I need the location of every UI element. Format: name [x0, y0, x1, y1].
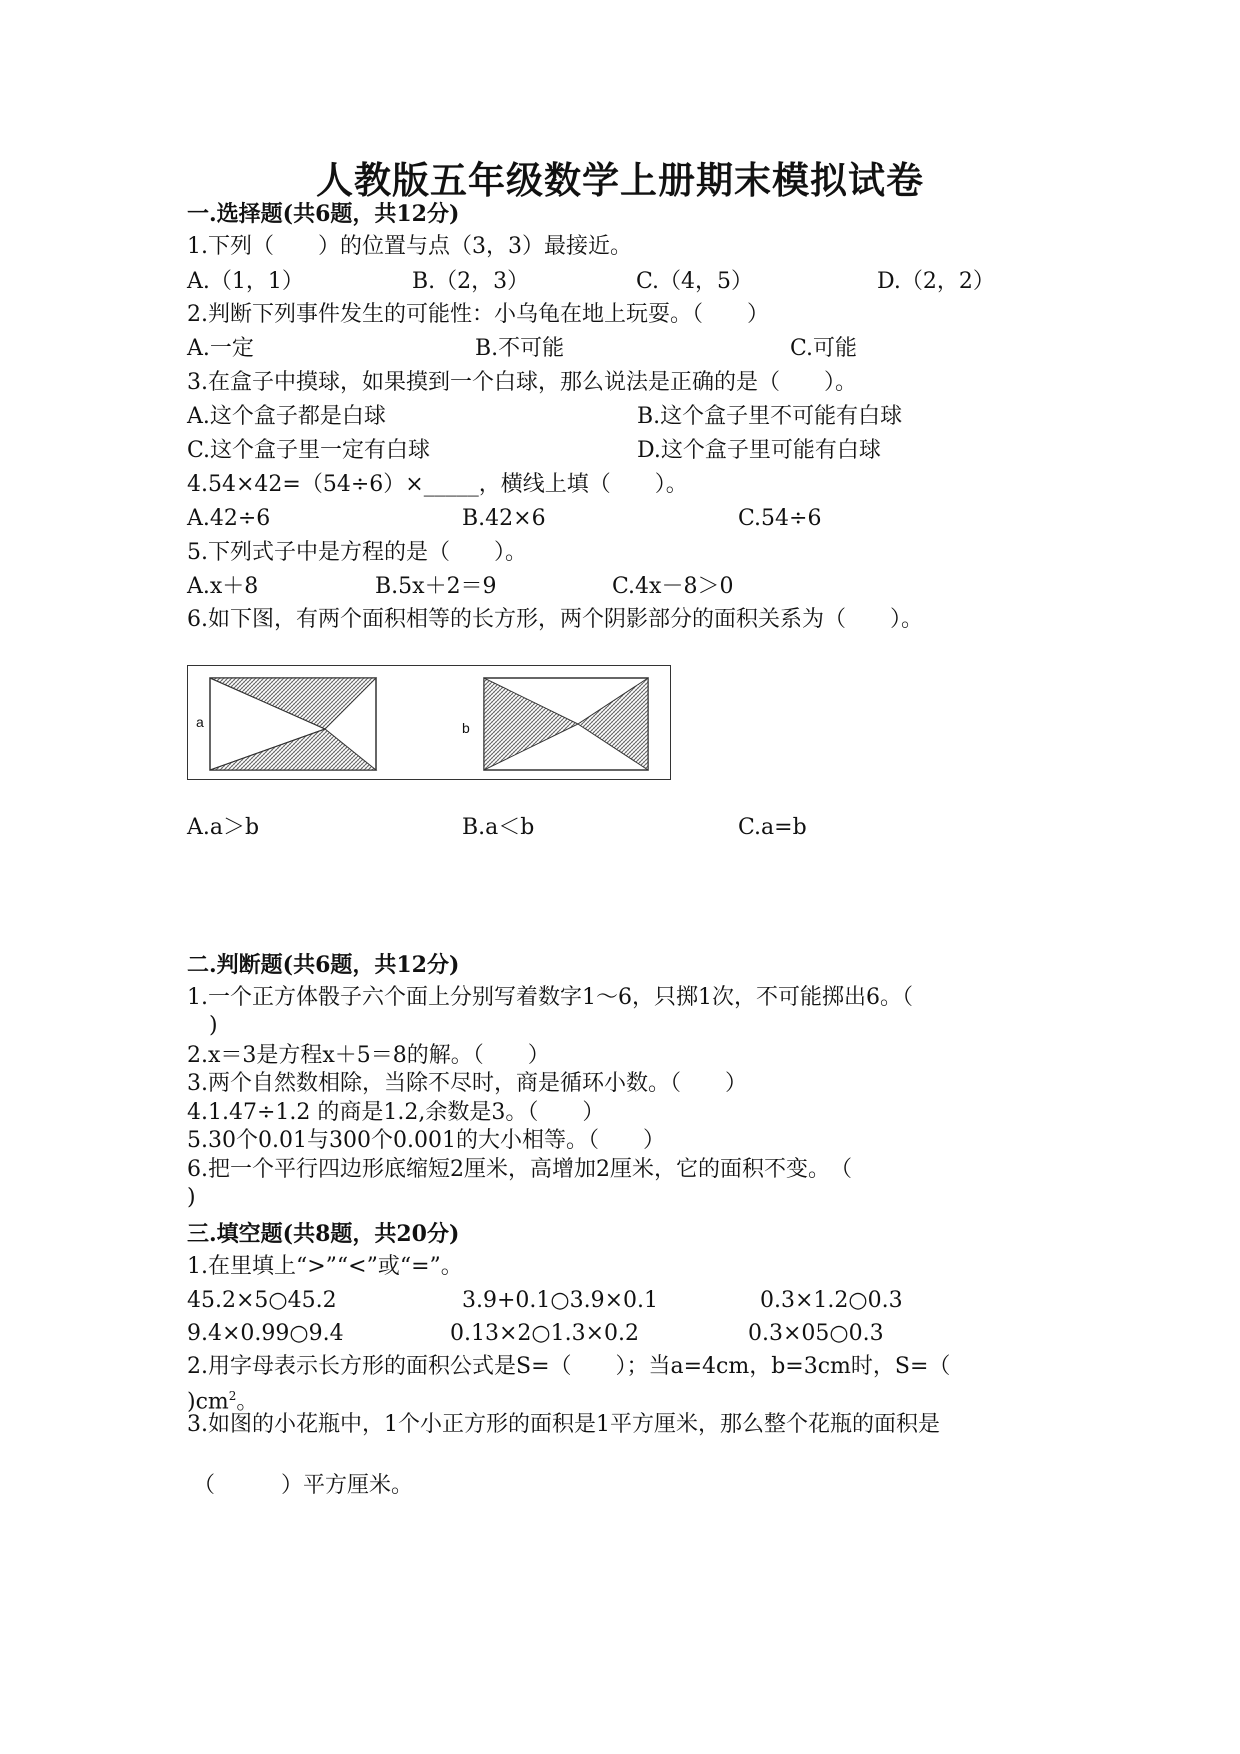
q2-option-a: A.一定 — [187, 336, 254, 361]
section1-heading: 一.选择题(共6题，共12分) — [187, 201, 460, 227]
q6-figure — [187, 665, 671, 780]
compare-5: 0.13×2○1.3×0.2 — [450, 1321, 640, 1346]
compare-3: 0.3×1.2○0.3 — [760, 1288, 903, 1313]
fill-q3-line1: 3.如图的小花瓶中，1个小正方形的面积是1平方厘米，那么整个花瓶的面积是 — [187, 1412, 940, 1437]
label-a: a — [196, 714, 204, 730]
q6-option-a: A.a＞b — [187, 815, 260, 840]
q1-option-a: A.（1，1） — [187, 269, 304, 294]
page-title: 人教版五年级数学上册期末模拟试卷 — [316, 158, 924, 202]
judge-item-5: 5.30个0.01与300个0.001的大小相等。（ ） — [187, 1128, 665, 1153]
q4-option-a: A.42÷6 — [187, 506, 271, 531]
fill-q3-line2: （ ）平方厘米。 — [193, 1473, 414, 1498]
q1-stem: 1.下列（ ）的位置与点（3，3）最接近。 — [187, 234, 632, 259]
section3-heading: 三.填空题(共8题，共20分) — [187, 1221, 460, 1247]
q2-option-b: B.不可能 — [475, 336, 565, 361]
q5-option-b: B.5x＋2＝9 — [375, 574, 497, 599]
fill-q2-line2: )$cm^2$。 — [187, 1389, 259, 1415]
q1-option-d: D.（2，2） — [877, 269, 995, 294]
compare-6: 0.3×05○0.3 — [748, 1321, 884, 1346]
q3-option-a: A.这个盒子都是白球 — [187, 404, 386, 429]
fill-q2-line1: 2.用字母表示长方形的面积公式是S=（ ）；当a=4cm，b=3cm时，S=（ — [187, 1354, 951, 1379]
fill-q1-stem: 1.在里填上“>”“<”或“=”。 — [187, 1254, 463, 1279]
q5-stem: 5.下列式子中是方程的是（ ）。 — [187, 540, 527, 565]
q6-option-c: C.a=b — [738, 815, 807, 840]
rectangles-figure — [188, 666, 672, 781]
q6-stem: 6.如下图，有两个面积相等的长方形，两个阴影部分的面积关系为（ ）。 — [187, 607, 923, 632]
judge-item-2: 2.x＝3是方程x＋5＝8的解。（ ） — [187, 1043, 550, 1068]
q4-option-c: C.54÷6 — [738, 506, 822, 531]
judge-item-6: 6.把一个平行四边形底缩短2厘米，高增加2厘米，它的面积不变。 （ — [187, 1157, 852, 1182]
q3-stem: 3.在盒子中摸球，如果摸到一个白球，那么说法是正确的是（ ）。 — [187, 370, 857, 395]
judge-item-4: 4.1.47÷1.2 的商是1.2,余数是3。（ ） — [187, 1100, 605, 1125]
q3-option-d: D.这个盒子里可能有白球 — [637, 438, 881, 463]
q3-option-c: C.这个盒子里一定有白球 — [187, 438, 431, 463]
q4-option-b: B.42×6 — [462, 506, 546, 531]
judge-item-6-cont: ) — [187, 1185, 196, 1210]
q5-option-c: C.4x－8＞0 — [612, 574, 734, 599]
q4-stem: 4.54×42=（54÷6）×_____，横线上填（ ）。 — [187, 472, 688, 497]
compare-2: 3.9+0.1○3.9×0.1 — [462, 1288, 659, 1313]
judge-item-1-cont: ) — [187, 1013, 218, 1038]
q2-option-c: C.可能 — [790, 336, 858, 361]
q2-stem: 2.判断下列事件发生的可能性：小乌龟在地上玩耍。（ ） — [187, 302, 769, 327]
judge-item-1: 1.一个正方体骰子六个面上分别写着数字1～6，只掷1次，不可能掷出6。（ — [187, 985, 913, 1010]
q5-option-a: A.x＋8 — [187, 574, 259, 599]
q1-option-c: C.（4，5） — [636, 269, 754, 294]
q3-option-b: B.这个盒子里不可能有白球 — [637, 404, 903, 429]
q6-option-b: B.a＜b — [462, 815, 535, 840]
section2-heading: 二.判断题(共6题，共12分) — [187, 952, 460, 978]
compare-1: 45.2×5○45.2 — [187, 1288, 337, 1313]
label-b: b — [462, 720, 470, 736]
q1-option-b: B.（2，3） — [412, 269, 530, 294]
compare-4: 9.4×0.99○9.4 — [187, 1321, 344, 1346]
judge-item-3: 3.两个自然数相除，当除不尽时，商是循环小数。（ ） — [187, 1071, 747, 1096]
